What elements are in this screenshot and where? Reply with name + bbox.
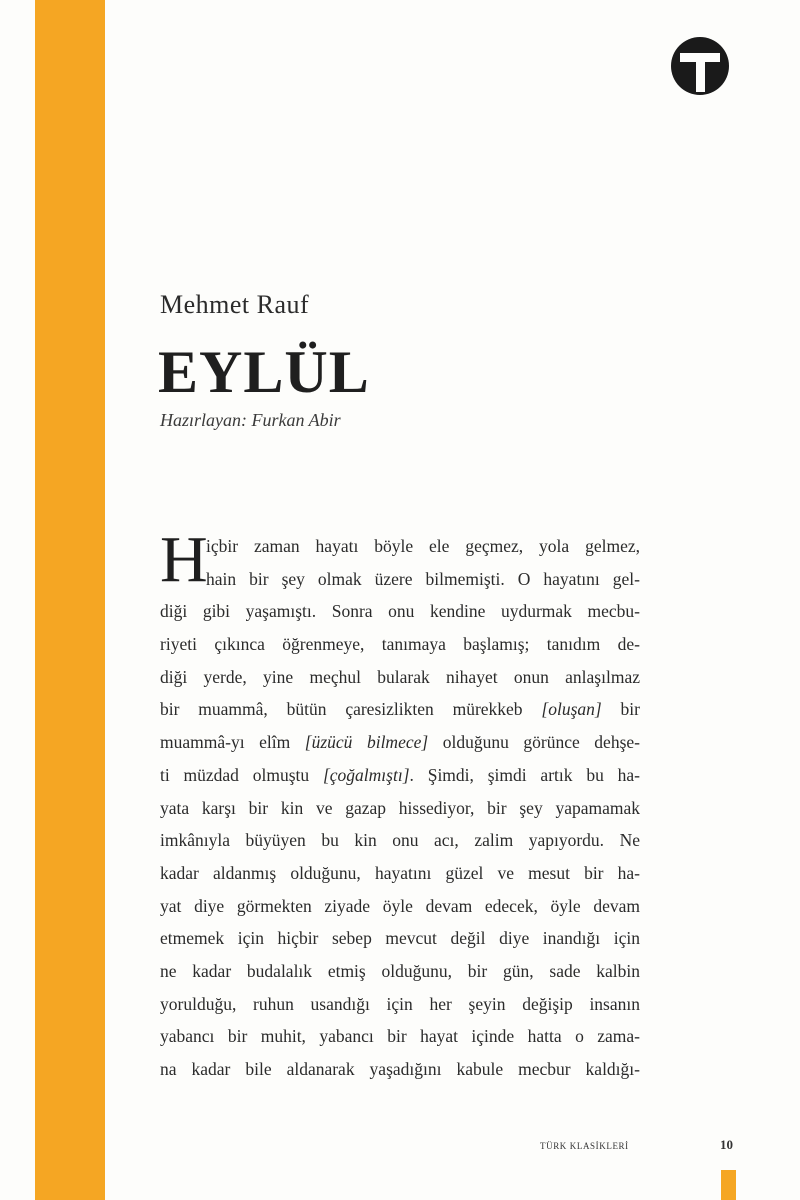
orange-spine-band	[35, 0, 105, 1200]
author-name: Mehmet Rauf	[160, 290, 310, 319]
text-line: diği yerde, yine meçhul bularak nihayet onun anlaşılmaz	[160, 666, 640, 687]
gloss-annotation: [çoğalmıştı]	[322, 764, 410, 785]
editor-credit: Hazırlayan: Furkan Abir	[160, 410, 341, 430]
orange-page-tab	[721, 1170, 736, 1200]
gloss-annotation: [oluşan]	[541, 699, 602, 720]
text-line: içbir zaman hayatı böyle ele geçmez, yola gelmez,	[206, 536, 640, 556]
gloss-annotation: [üzücü bilmece]	[304, 732, 429, 753]
body-paragraph	[160, 523, 640, 1086]
text-line: kadar aldanmış olduğunu, hayatını güzel ve mesut bir ha-	[160, 862, 640, 883]
text-line: ti müzdad olmuştu [çoğalmıştı]. Şimdi, şimdi artık bu ha-	[160, 764, 640, 785]
book-title: EYLÜL	[158, 339, 370, 405]
text-line: diği gibi yaşamıştı. Sonra onu kendine uydurmak mecbu-	[160, 601, 640, 622]
text-line: riyeti çıkınca öğrenmeye, tanımaya başlamış; tanıdım de-	[160, 634, 640, 655]
drop-cap-letter: H	[160, 523, 208, 596]
text-line: na kadar bile aldanarak yaşadığını kabule mecbur kaldığı-	[160, 1059, 640, 1079]
publisher-t-logo-icon	[670, 36, 730, 96]
text-line: yorulduğu, ruhun usandığı için her şeyin değişip insanın	[160, 993, 640, 1014]
text-line: etmemek için hiçbir sebep mevcut değil diye inandığı için	[160, 928, 640, 949]
text-line: muammâ-yı elîm [üzücü bilmece] olduğunu görünce dehşe-	[160, 732, 640, 753]
page-number: 10	[720, 1137, 733, 1152]
text-line: yat diye görmekten ziyade öyle devam edecek, öyle devam	[160, 895, 640, 916]
series-label: TÜRK KLASİKLERİ	[540, 1141, 629, 1151]
text-line: bir muammâ, bütün çaresizlikten mürekkeb [oluşan] bir	[160, 699, 640, 720]
text-line: yata karşı bir kin ve gazap hissediyor, bir şey yapamamak	[160, 797, 640, 818]
text-line: ne kadar budalalık etmiş olduğunu, bir gün, sade kalbin	[160, 960, 640, 981]
text-line: imkânıyla büyüyen bu kin onu acı, zalim yapıyordu. Ne	[160, 830, 640, 851]
text-line: yabancı bir muhit, yabancı bir hayat içinde hatta o zama-	[160, 1026, 640, 1047]
text-line: hain bir şey olmak üzere bilmemişti. O hayatını gel-	[206, 568, 640, 589]
